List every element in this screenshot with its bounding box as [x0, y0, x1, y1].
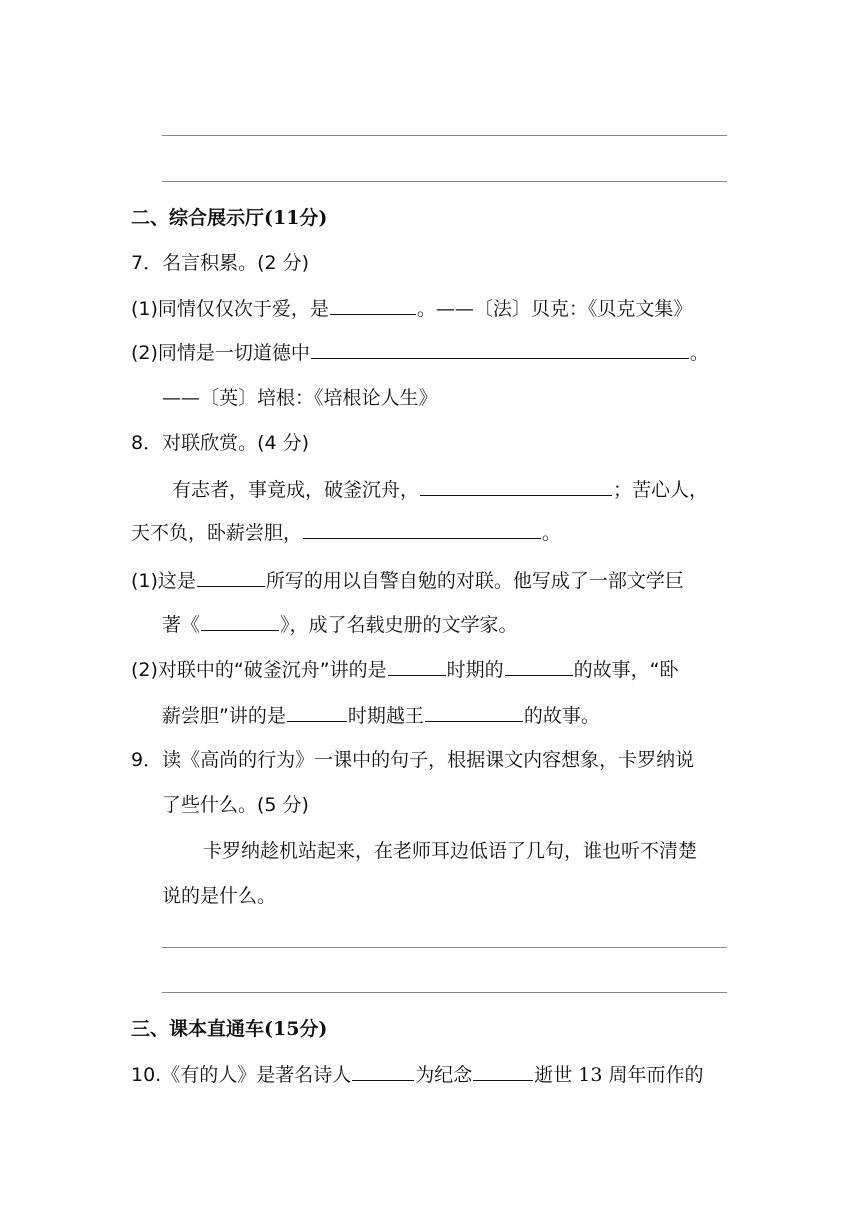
fill-blank[interactable]	[420, 477, 612, 496]
fill-blank[interactable]	[505, 657, 573, 676]
quote-text: 卡罗纳趁机站起来，在老师耳边低语了几句，谁也听不清楚	[203, 840, 698, 862]
item-text: 10.《有的人》是著名诗人	[131, 1064, 352, 1086]
question-title	[131, 250, 309, 276]
question-text: 了些什么。(5 分)	[162, 794, 309, 816]
couplet-line	[131, 520, 561, 546]
item-text: 为纪念	[415, 1064, 473, 1086]
fill-blank[interactable]	[287, 703, 347, 722]
item-text: 。	[689, 342, 709, 364]
item-text: 薪尝胆”讲的是	[162, 705, 286, 727]
fill-blank[interactable]	[303, 520, 541, 539]
answer-line	[162, 135, 727, 136]
quote-line	[203, 838, 697, 864]
quote-source	[162, 385, 438, 411]
answer-line	[162, 181, 727, 182]
question-title	[131, 430, 309, 456]
item-text: 逝世 13 周年而作的	[534, 1064, 704, 1086]
item-text: 》，成了名载史册的文学家。	[280, 614, 518, 636]
item-text: 的故事。	[523, 705, 600, 727]
couplet-text: 天不负，卧薪尝胆，	[131, 522, 303, 544]
question-title-cont	[162, 792, 309, 818]
section-heading	[131, 1016, 327, 1042]
answer-line	[162, 992, 727, 993]
question-item	[131, 568, 684, 594]
item-text: (2)同情是一切道德中	[131, 342, 310, 364]
couplet-text: ；苦心人，	[613, 479, 709, 501]
quote-source: 。——〔法〕贝克：《贝克文集》	[416, 298, 693, 320]
item-text: (2)对联中的“破釜沉舟”讲的是	[131, 659, 387, 681]
quote-line	[162, 883, 276, 909]
question-item	[131, 340, 709, 366]
fill-blank[interactable]	[311, 340, 689, 359]
answer-line	[162, 947, 727, 948]
item-text: 时期越王	[347, 705, 424, 727]
section-title: 三、课本直通车(15分)	[131, 1018, 328, 1040]
couplet-text: 。	[542, 522, 562, 544]
fill-blank[interactable]	[388, 657, 446, 676]
couplet-line	[172, 477, 708, 503]
question-item	[162, 612, 518, 638]
section-heading	[131, 205, 327, 231]
question-title	[131, 747, 694, 773]
question-item	[131, 657, 678, 683]
couplet-text: 有志者，事竟成，破釜沉舟，	[172, 479, 420, 501]
item-text: 著《	[162, 614, 201, 636]
question-text: 9．读《高尚的行为》一课中的句子，根据课文内容想象，卡罗纳说	[131, 749, 695, 771]
item-text: (1)同情仅仅次于爱，是	[131, 298, 329, 320]
question-item	[162, 703, 600, 729]
fill-blank[interactable]	[330, 296, 416, 315]
item-text: 时期的	[446, 659, 504, 681]
item-text: 所写的用以自警自勉的对联。他写成了一部文学巨	[265, 570, 684, 592]
fill-blank[interactable]	[352, 1062, 414, 1081]
fill-blank[interactable]	[201, 612, 279, 631]
fill-blank[interactable]	[473, 1062, 533, 1081]
section-title: 二、综合展示厅(11分)	[131, 207, 328, 229]
item-text: (1)这是	[131, 570, 196, 592]
fill-blank[interactable]	[197, 568, 265, 587]
source-text: ——〔英〕培根：《培根论人生》	[162, 387, 438, 409]
fill-blank[interactable]	[425, 703, 523, 722]
quote-text: 说的是什么。	[162, 885, 277, 907]
question-text: 7．名言积累。(2 分)	[131, 252, 310, 274]
question-item	[131, 1062, 704, 1088]
question-item	[131, 296, 692, 322]
question-text: 8．对联欣赏。(4 分)	[131, 432, 310, 454]
item-text: 的故事，“卧	[573, 659, 679, 681]
